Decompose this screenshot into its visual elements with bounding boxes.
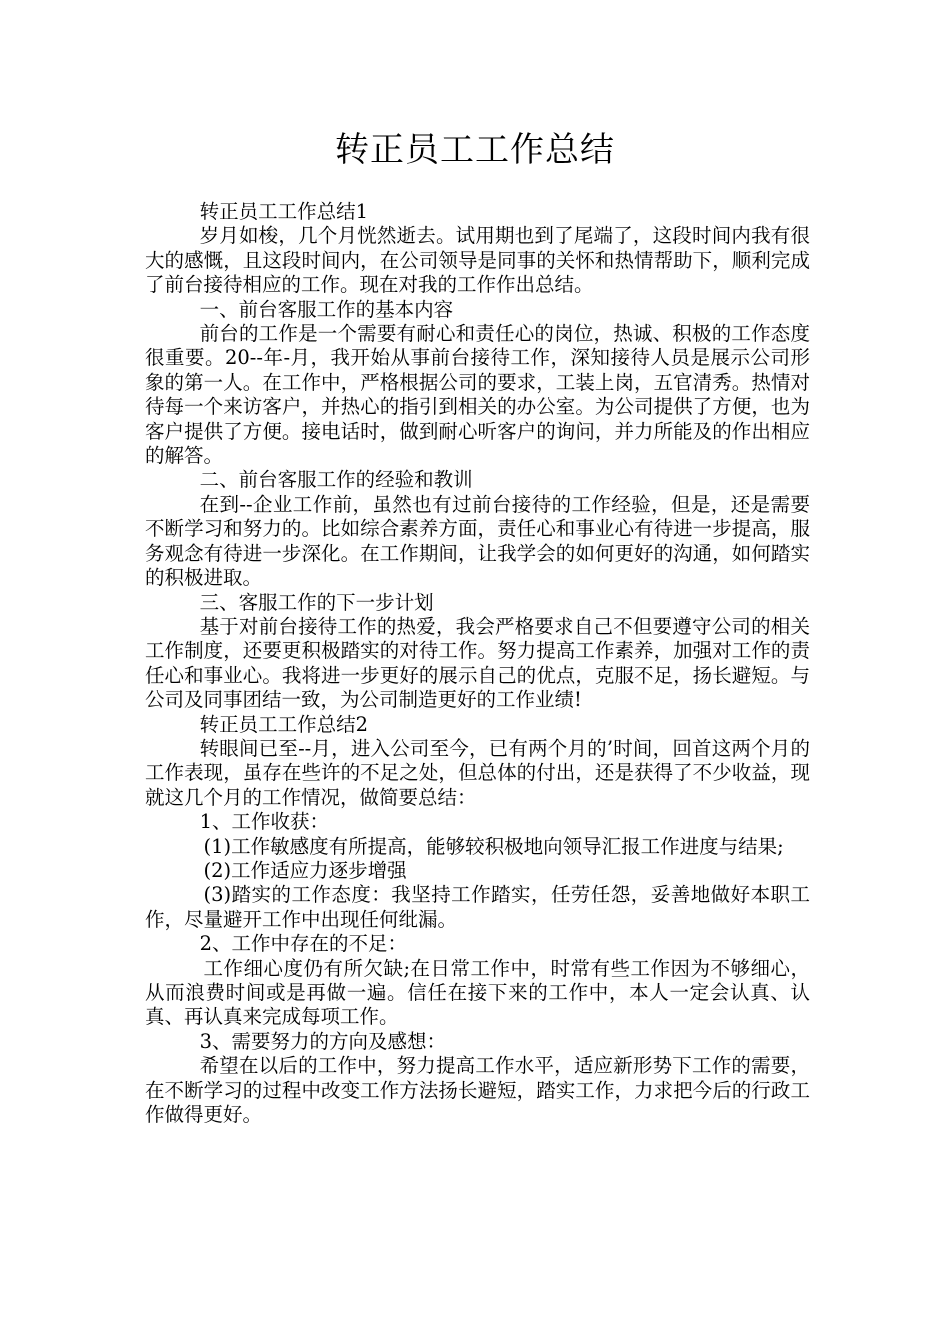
list-item: (3)踏实的工作态度：我坚持工作踏实，任劳任怨，妥善地做好本职工作，尽量避开工作中出现任何纰漏。 bbox=[145, 883, 810, 931]
body-paragraph: 转眼间已至--月，进入公司至今，已有两个月的’时间，回首这两个月的工作表现，虽存在些许的不足之处，但总体的付出，还是获得了不少收益，现就这几个月的工作情况，做简要总结： bbox=[145, 736, 810, 809]
document-body bbox=[145, 200, 810, 1127]
subsection-heading: 二、前台客服工作的经验和教训 bbox=[199, 468, 473, 492]
list-item: (2)工作适应力逐步增强 bbox=[203, 858, 407, 882]
body-paragraph: 在到--企业工作前，虽然也有过前台接待的工作经验，但是，还是需要不断学习和努力的。比如综合素养方面，责任心和事业心有待进一步提高，服务观念有待进一步深化。在工作期间，让我学会的如何更好的沟通，如何踏实的积极进取。 bbox=[145, 492, 810, 590]
body-paragraph: 岁月如梭，几个月恍然逝去。试用期也到了尾端了，这段时间内我有很大的感慨，且这段时间内，在公司领导是同事的关怀和热情帮助下，顺利完成了前台接待相应的工作。现在对我的工作作出总结。 bbox=[145, 224, 810, 297]
section-heading: 转正员工工作总结2 bbox=[199, 712, 369, 736]
subsection-heading: 1、工作收获： bbox=[199, 810, 330, 834]
subsection-heading: 三、客服工作的下一步计划 bbox=[199, 590, 434, 614]
document-title: 转正员工工作总结 bbox=[335, 130, 615, 170]
list-item: (1)工作敏感度有所提高，能够较积极地向领导汇报工作进度与结果; bbox=[203, 834, 784, 858]
section-heading: 转正员工工作总结1 bbox=[199, 200, 369, 223]
subsection-heading: 一、前台客服工作的基本内容 bbox=[199, 297, 454, 321]
body-paragraph: 前台的工作是一个需要有耐心和责任心的岗位，热诚、积极的工作态度很重要。20--年-月，我开始从事前台接待工作，深知接待人员是展示公司形象的第一人。在工作中，严格根据公司的要求，工装上岗，五官清秀。热情对待每一个来访客户，并热心的指引到相关的办公室。为公司提供了方便，也为客户提供了方便。接电话时，做到耐心听客户的询问，并力所能及的作出相应的解答。 bbox=[145, 322, 810, 468]
body-paragraph: 工作细心度仍有所欠缺;在日常工作中，时常有些工作因为不够细心，从而浪费时间或是再做一遍。信任在接下来的工作中，本人一定会认真、认真、再认真来完成每项工作。 bbox=[145, 956, 810, 1029]
body-paragraph: 希望在以后的工作中，努力提高工作水平，适应新形势下工作的需要，在不断学习的过程中改变工作方法扬长避短，踏实工作，力求把今后的行政工作做得更好。 bbox=[145, 1054, 810, 1127]
subsection-heading: 2、工作中存在的不足： bbox=[199, 932, 408, 956]
subsection-heading: 3、需要努力的方向及感想： bbox=[199, 1029, 447, 1053]
body-paragraph: 基于对前台接待工作的热爱，我会严格要求自己不但要遵守公司的相关工作制度，还要更积极踏实的对待工作。努力提高工作素养，加强对工作的责任心和事业心。我将进一步更好的展示自己的优点，克服不足，扬长避短。与公司及同事团结一致，为公司制造更好的工作业绩! bbox=[145, 614, 810, 712]
